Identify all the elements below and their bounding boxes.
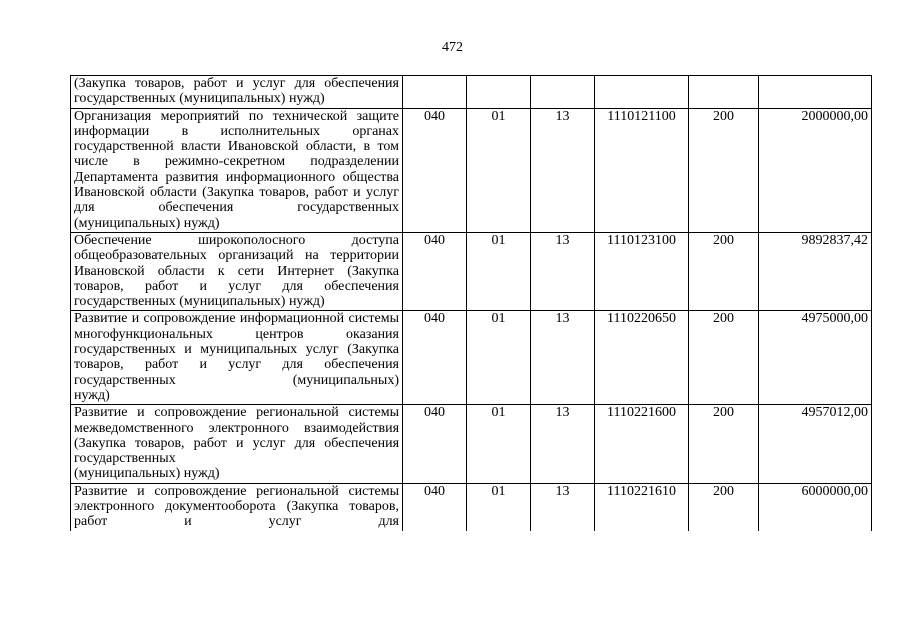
- subsection-cell: [531, 76, 595, 109]
- amount-cell: 9892837,42: [759, 232, 872, 310]
- expense-type-cell: [689, 76, 759, 109]
- expense-type-cell: 200: [689, 232, 759, 310]
- section-cell: 01: [467, 108, 531, 232]
- section-cell: [467, 76, 531, 109]
- table-row: [71, 405, 872, 483]
- expense-type-cell: 200: [689, 108, 759, 232]
- section-cell: 01: [467, 405, 531, 483]
- subsection-cell: 13: [531, 108, 595, 232]
- ministry-code-cell: 040: [403, 108, 467, 232]
- section-cell: 01: [467, 311, 531, 405]
- subsection-cell: 13: [531, 311, 595, 405]
- target-article-cell: 1110221610: [595, 483, 689, 530]
- table-row: [71, 232, 872, 310]
- table-row: [71, 108, 872, 232]
- expense-type-cell: 200: [689, 483, 759, 530]
- section-cell: 01: [467, 232, 531, 310]
- description-cell: Развитие и сопровождение информационной системы многофункциональных центров оказания государственных и муниципальных услуг (Закупка товаров, работ и услуг для обеспечения государственных (муниципальных) нужд): [71, 311, 403, 405]
- description-cell: (Закупка товаров, работ и услуг для обеспечения государственных (муниципальных) нужд): [71, 76, 403, 109]
- amount-cell: 6000000,00: [759, 483, 872, 530]
- subsection-cell: 13: [531, 232, 595, 310]
- ministry-code-cell: [403, 76, 467, 109]
- ministry-code-cell: 040: [403, 232, 467, 310]
- table-row: [71, 76, 872, 109]
- expense-type-cell: 200: [689, 405, 759, 483]
- amount-cell: 4957012,00: [759, 405, 872, 483]
- amount-cell: 2000000,00: [759, 108, 872, 232]
- description-cell: Организация мероприятий по технической защите информации в исполнительных органах государственной власти Ивановской области, в том числе в режимно-секретном подразделении Департамента развития информационного общества Ивановской области (Закупка товаров, работ и услуг для обеспечения государственных (муниципальных) нужд): [71, 108, 403, 232]
- page-number: 472: [442, 40, 463, 55]
- target-article-cell: 1110121100: [595, 108, 689, 232]
- subsection-cell: 13: [531, 405, 595, 483]
- description-cell: Развитие и сопровождение региональной системы электронного документооборота (Закупка товаров, работ и услуг для: [71, 483, 403, 530]
- ministry-code-cell: 040: [403, 405, 467, 483]
- target-article-cell: 1110123100: [595, 232, 689, 310]
- ministry-code-cell: 040: [403, 311, 467, 405]
- table-row: [71, 483, 872, 530]
- description-cell: Обеспечение широкополосного доступа общеобразовательных организаций на территории Ивановской области к сети Интернет (Закупка товаров, работ и услуг для обеспечения государственных (муниципальных) нужд): [71, 232, 403, 310]
- target-article-cell: [595, 76, 689, 109]
- target-article-cell: 1110221600: [595, 405, 689, 483]
- description-cell: Развитие и сопровождение региональной системы межведомственного электронного взаимодействия (Закупка товаров, работ и услуг для обеспечения государственных (муниципальных) нужд): [71, 405, 403, 483]
- target-article-cell: 1110220650: [595, 311, 689, 405]
- amount-cell: [759, 76, 872, 109]
- amount-cell: 4975000,00: [759, 311, 872, 405]
- table-row: [71, 311, 872, 405]
- section-cell: 01: [467, 483, 531, 530]
- budget-table: [70, 75, 872, 531]
- subsection-cell: 13: [531, 483, 595, 530]
- ministry-code-cell: 040: [403, 483, 467, 530]
- expense-type-cell: 200: [689, 311, 759, 405]
